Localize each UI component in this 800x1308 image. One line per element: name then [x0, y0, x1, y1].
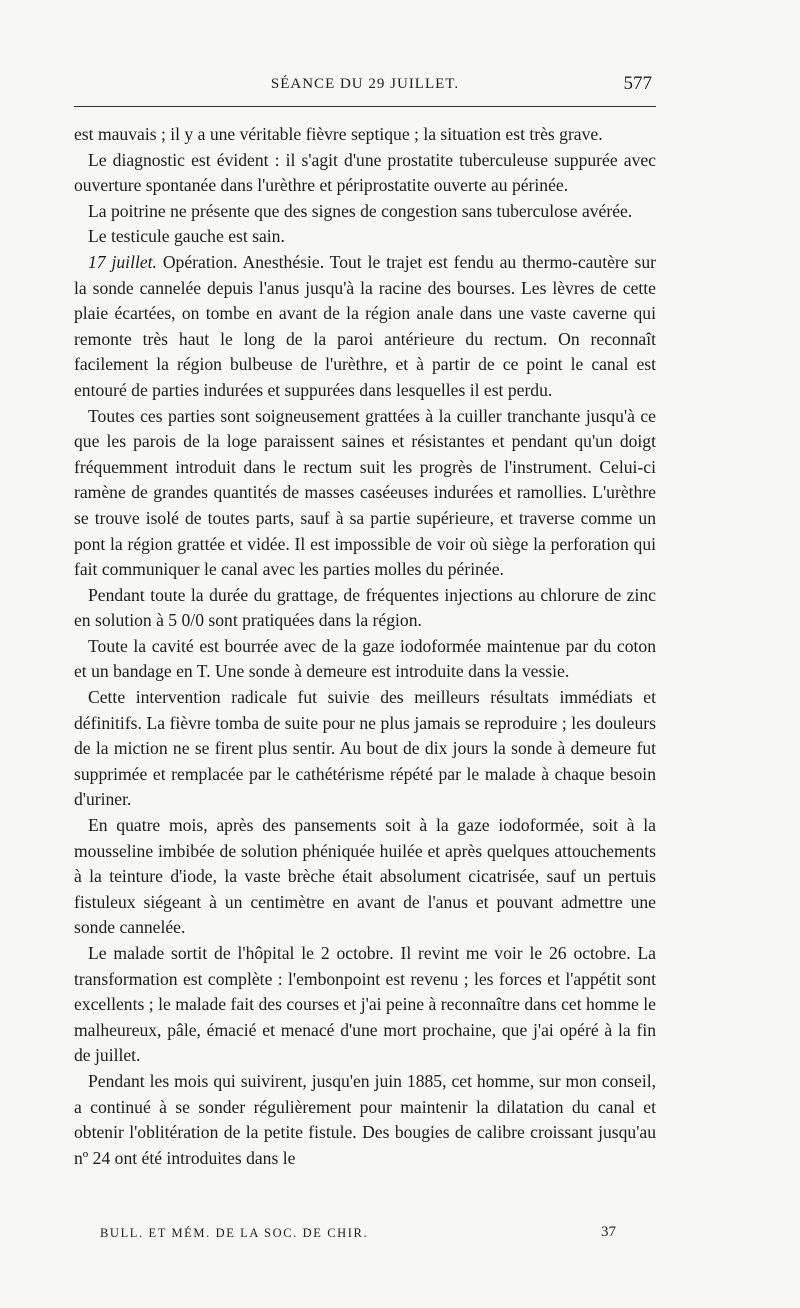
journal-reference: BULL. ET MÉM. DE LA SOC. DE CHIR.	[100, 1226, 369, 1240]
paragraph-11: Le malade sortit de l'hôpital le 2 octobre. Il revint me voir le 26 octobre. La transformation est complète : l'embonpoint est revenu ; les forces et l'appétit sont excellents ; le malade fait des courses et j'ai peine à reconnaître dans cet homme le malheureux, pâle, émacié et menacé d'une mort prochaine, que j'ai opéré à la fin de juillet.	[74, 943, 656, 1066]
paragraph-5-text: Opération. Anesthésie. Tout le trajet est fendu au thermo-cautère sur la sonde cannelée depuis l'anus jusqu'à la racine des bourses. Les lèvres de cette plaie écartées, on tombe en avant de la région anale dans une vaste caverne qui remonte très haut le long de la paroi antérieure du rectum. On reconnaît facilement la région bulbeuse de l'urèthre, et à partir de ce point le canal est entouré de parties indurées et suppurées dans lesquelles il est perdu.	[74, 251, 656, 400]
paragraph-8: Toute la cavité est bourrée avec de la gaze iodoformée maintenue par du coton et un bandage en T. Une sonde à demeure est introduite dans la vessie.	[74, 635, 656, 682]
paragraph-3: La poitrine ne présente que des signes de congestion sans tuberculose avérée.	[88, 200, 633, 221]
page-footer	[100, 1226, 616, 1246]
paragraph-4: Le testicule gauche est sain.	[88, 226, 285, 247]
page-header	[74, 73, 656, 100]
paragraph-7: Pendant toute la durée du grattage, de fréquentes injections au chlorure de zinc en solution à 5 0/0 sont pratiquées dans la région.	[74, 584, 656, 631]
running-title: SÉANCE DU 29 JUILLET.	[270, 76, 460, 92]
paragraph-5	[74, 250, 656, 404]
body-text	[74, 122, 656, 1171]
paragraph-2: Le diagnostic est évident : il s'agit d'une prostatite tuberculeuse suppurée avec ouverture spontanée dans l'urèthre et périprostatite ouverte au périnée.	[74, 149, 656, 196]
paragraph-10: En quatre mois, après des pansements soit à la gaze iodoformée, soit à la mousseline imbibée de solution phéniquée huilée et après quelques attouchements à la teinture d'iode, la vaste brèche était absolument cicatrisée, sauf un pertuis fistuleux siégeant à un centimètre en avant de l'anus et pouvant admettre une sonde cannelée.	[74, 815, 656, 938]
paragraph-6: Toutes ces parties sont soigneusement grattées à la cuiller tranchante jusqu'à ce que les parois de la loge paraissent saines et résistantes et pendant qu'un doigt fréquemment introduit dans le rectum suit les progrès de l'instrument. Celui-ci ramène de grandes quantités de masses caséeuses indurées et ramollies. L'urèthre se trouve isolé de toutes parts, sauf à sa partie supérieure, et traverse comme un pont la région grattée et vidée. Il est impossible de voir où siège la perforation qui fait communiquer le canal avec les parties molles du périnée.	[74, 405, 656, 580]
paragraph-1: est mauvais ; il y a une véritable fièvre septique ; la situation est très grave.	[74, 124, 603, 144]
page-number: 577	[623, 73, 652, 94]
operation-date: 17 juillet.	[88, 251, 157, 272]
signature-mark: 37	[601, 1224, 616, 1240]
header-rule	[74, 106, 656, 107]
paragraph-12: Pendant les mois qui suivirent, jusqu'en juin 1885, cet homme, sur mon conseil, a continué à se sonder régulièrement pour maintenir la dilatation du canal et obtenir l'oblitération de la petite fistule. Des bougies de calibre croissant jusqu'au nº 24 ont été introduites dans le	[74, 1070, 656, 1168]
paragraph-9: Cette intervention radicale fut suivie des meilleurs résultats immédiats et définitifs. La fièvre tomba de suite pour ne plus jamais se reproduire ; les douleurs de la miction ne se firent plus sentir. Au bout de dix jours la sonde à demeure fut supprimée et remplacée par le cathétérisme répété par le malade à chaque besoin d'uriner.	[74, 687, 656, 810]
